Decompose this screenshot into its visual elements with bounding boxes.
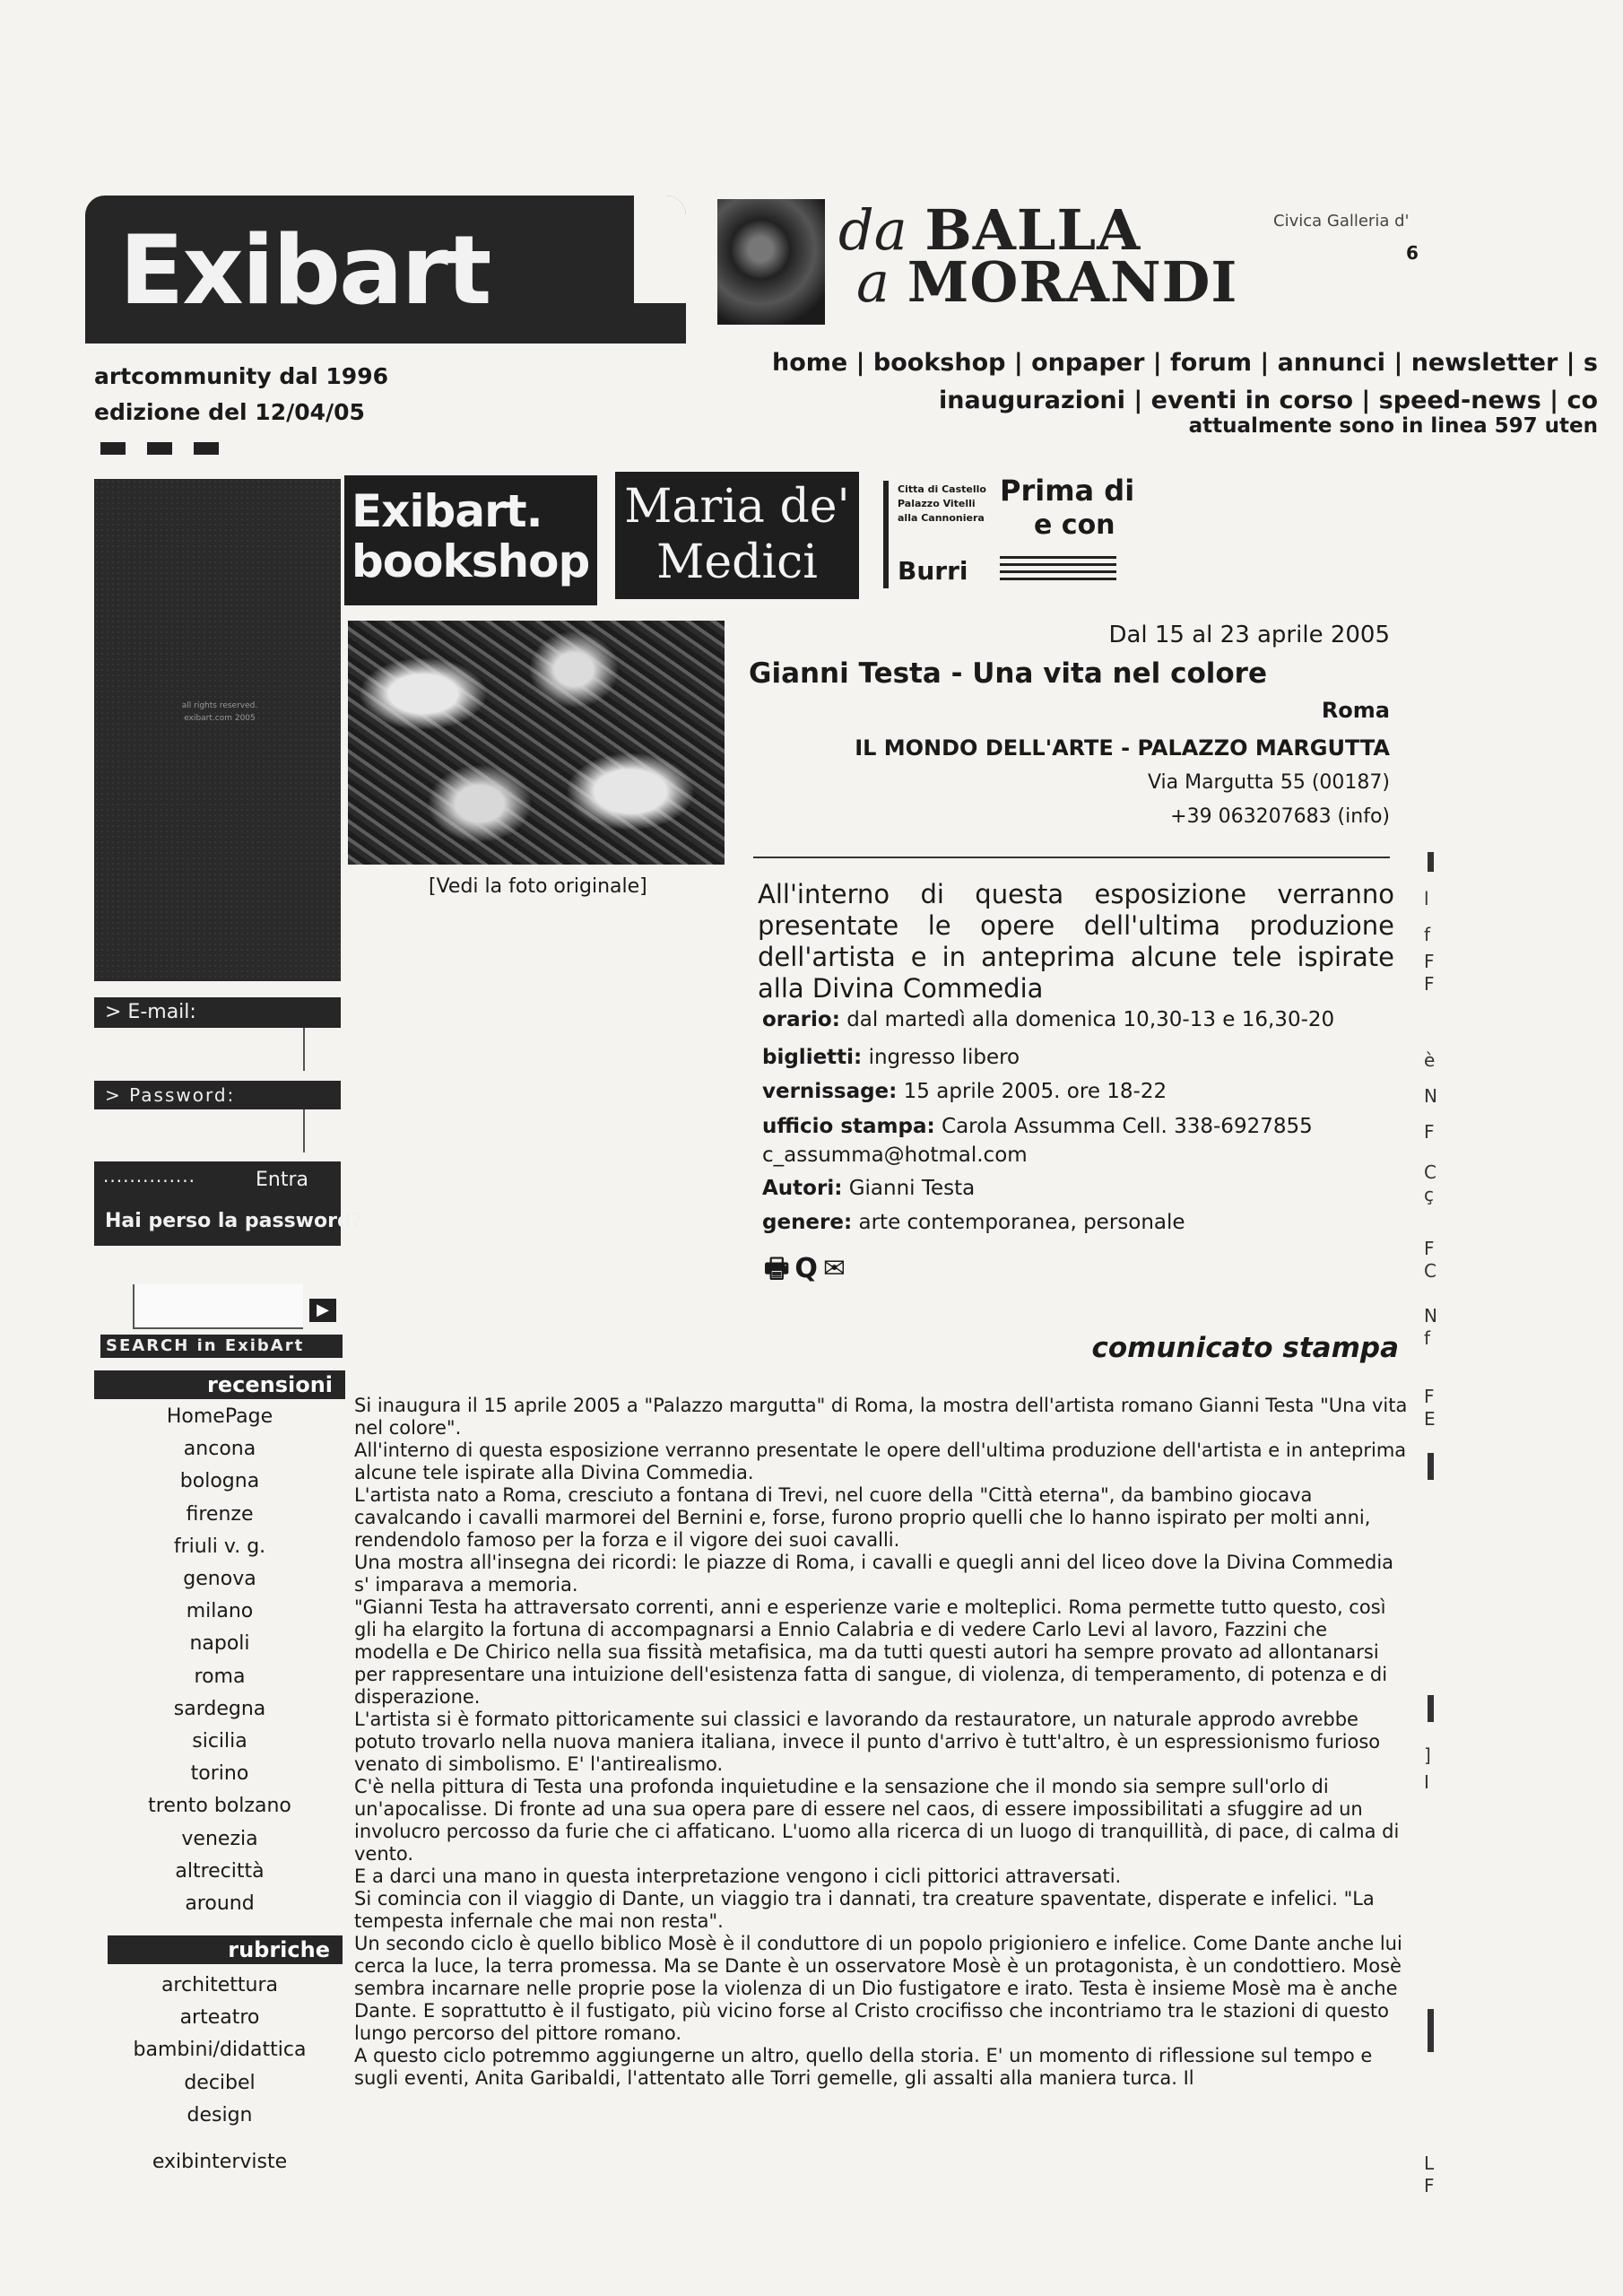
press-paragraph: A questo ciclo potremmo aggiungerne un altro, quello della storia. E' un momento di riflessione sul tempo e sugli eventi, Anita Garibaldi, l'attentato alle Torri gemelle, gli assalti alla maniera turca. Il bbox=[354, 2045, 1373, 2089]
cutoff-char: ] bbox=[1424, 1744, 1431, 1766]
comunicato-heading: comunicato stampa bbox=[1091, 1332, 1399, 1364]
sidebar-item-recensioni-6[interactable]: milano bbox=[186, 1600, 254, 1623]
sidebar-item-recensioni-1[interactable]: ancona bbox=[183, 1438, 256, 1461]
login-button[interactable]: Entra bbox=[256, 1169, 308, 1191]
cutoff-char: F bbox=[1424, 2175, 1435, 2196]
tagline-community: artcommunity dal 1996 bbox=[94, 363, 388, 389]
press-paragraph: C'è nella pittura di Testa una profonda inquietudine e la sensazione che il mondo sia sempre sull'orlo di un'apocalisse. Di fronte ad una sua opera pare di essere nel caos, di essere impossibilitati a sfuggire ad un involucro percosso da furie che ci affaticano. L'uomo alla ricerca di un luogo di tranquillità, di pace, di calma di vento. bbox=[354, 1776, 1400, 1865]
event-description: All'interno di questa esposizione verranno presentate le opere dell'ultima produzione dell'artista e in anteprima alcune tele ispirate alla Divina Commedia bbox=[758, 879, 1394, 1004]
event-title: Gianni Testa - Una vita nel colore bbox=[749, 657, 1267, 690]
original-photo-link[interactable]: [Vedi la foto originale] bbox=[429, 875, 647, 898]
press-paragraph: Una mostra all'insegna dei ricordi: le piazze di Roma, i cavalli e quegli anni del liceo dove la Divina Commedia s' imparava a memoria. bbox=[354, 1552, 1394, 1596]
logo-text: Exibart bbox=[119, 215, 490, 326]
rubriche-heading: rubriche bbox=[108, 1935, 343, 1964]
print-icon[interactable]: 🖶 bbox=[764, 1253, 790, 1284]
sidebar-item-recensioni-11[interactable]: torino bbox=[190, 1762, 249, 1786]
tagline-edition: edizione del 12/04/05 bbox=[94, 399, 365, 425]
sidebar-item-recensioni-13[interactable]: venezia bbox=[181, 1827, 258, 1850]
main-nav bbox=[628, 344, 1623, 420]
cutoff-char: è bbox=[1424, 1049, 1436, 1071]
divider bbox=[753, 857, 1390, 858]
search-icon[interactable]: Q bbox=[794, 1253, 818, 1284]
mail-mini-icon[interactable] bbox=[194, 442, 219, 455]
nav-row-1[interactable]: home | bookshop | onpaper | forum | annunci | newsletter | s bbox=[772, 349, 1598, 377]
info-genere: genere: arte contemporanea, personale bbox=[762, 1211, 1185, 1234]
tagline bbox=[94, 359, 388, 430]
sidebar-item-recensioni-9[interactable]: sardegna bbox=[173, 1697, 266, 1720]
cutoff-char: L bbox=[1424, 2152, 1435, 2174]
sidebar-item-rubriche-1[interactable]: arteatro bbox=[179, 2006, 260, 2030]
event-dates: Dal 15 al 23 aprile 2005 bbox=[1108, 622, 1390, 648]
cutoff-char: C bbox=[1424, 1161, 1436, 1183]
sidebar-link-exibinterviste[interactable]: exibinterviste bbox=[152, 2151, 288, 2173]
password-dots: ·············· bbox=[103, 1170, 196, 1192]
sidebar-item-recensioni-3[interactable]: firenze bbox=[186, 1502, 254, 1526]
sidebar-item-recensioni-10[interactable]: sicilia bbox=[192, 1730, 247, 1753]
mini-icons bbox=[100, 441, 240, 458]
search-go-icon[interactable]: ▶ bbox=[309, 1299, 336, 1322]
password-field[interactable] bbox=[94, 1109, 305, 1152]
sidebar-item-recensioni-14[interactable]: altrecittà bbox=[175, 1859, 265, 1883]
login-box bbox=[94, 1161, 363, 1246]
sidebar-item-rubriche-4[interactable]: design bbox=[187, 2103, 253, 2126]
info-orario: orario: dal martedì alla domenica 10,30-13 e 16,30-20 bbox=[762, 1008, 1335, 1031]
press-paragraph: Si comincia con il viaggio di Dante, un viaggio tra i dannati, tra creature spaventate, disperate e infelici. "La tempesta infernale che mai non resta". bbox=[354, 1888, 1375, 1932]
info-biglietti: biglietti: ingresso libero bbox=[762, 1046, 1020, 1069]
press-paragraph: E a darci una mano in questa interpretazione vengono i cicli pittorici attraversati. bbox=[354, 1866, 1122, 1887]
event-venue: IL MONDO DELL'ARTE - PALAZZO MARGUTTA bbox=[855, 735, 1390, 761]
cutoff-char: E bbox=[1424, 1408, 1436, 1430]
sidebar-item-recensioni-5[interactable]: genova bbox=[183, 1568, 256, 1591]
home-mini-icon[interactable] bbox=[100, 442, 126, 455]
gallery-note: Civica Galleria d' bbox=[1273, 212, 1410, 230]
press-paragraph: L'artista nato a Roma, cresciuto a fontana di Trevi, nel cuore della "Città eterna", da bambino giocava cavalcando i cavalli marmorei del Bernini e, forse, furono proprio quelli che lo hanno ispirato per molti anni, rendendolo famoso per la forza e il vigore dei suoi cavalli. bbox=[354, 1484, 1371, 1551]
cutoff-char: F bbox=[1424, 1121, 1435, 1143]
sidebar-item-rubriche-0[interactable]: architettura bbox=[161, 1974, 279, 1996]
event-phone: +39 063207683 (info) bbox=[1170, 805, 1390, 828]
sidebar-ad-text: all rights reserved. exibart.com 2005 bbox=[181, 701, 258, 723]
email-icon[interactable]: ✉ bbox=[822, 1253, 846, 1284]
email-label: > E-mail: bbox=[94, 997, 341, 1028]
sidebar-item-recensioni-4[interactable]: friuli v. g. bbox=[173, 1535, 266, 1558]
sidebar-item-recensioni-8[interactable]: roma bbox=[194, 1665, 246, 1688]
cutoff-char: N bbox=[1424, 1085, 1437, 1107]
cutoff-char: F bbox=[1424, 951, 1435, 972]
search-input[interactable] bbox=[133, 1284, 303, 1329]
bookshop-banner[interactable]: Exibart. bookshop bbox=[344, 475, 597, 605]
sidebar-item-recensioni-12[interactable]: trento bolzano bbox=[148, 1795, 291, 1818]
press-paragraph: All'interno di questa esposizione verranno presentate le opere dell'ultima produzione dell'artista e in anteprima alcune tele ispirate alla Divina Commedia. bbox=[354, 1439, 1407, 1483]
user-mini-icon[interactable] bbox=[147, 442, 172, 455]
recensioni-list bbox=[94, 1401, 345, 1920]
nav-row-2[interactable]: inaugurazioni | eventi in corso | speed-news | co bbox=[938, 387, 1598, 414]
cutoff-char: I bbox=[1424, 1771, 1429, 1793]
info-ufficio-stampa: ufficio stampa: Carola Assumma Cell. 338-6927855 c_assumma@hotmal.com bbox=[762, 1112, 1313, 1170]
cutoff-char: f bbox=[1424, 924, 1431, 945]
password-label: > Password: bbox=[94, 1081, 341, 1109]
gallery-number: 6 bbox=[1406, 242, 1419, 264]
press-paragraph: Un secondo ciclo è quello biblico Mosè è il conduttore di un popolo prigioniero e infelice. Come Dante anche lui cerca la luce, la terra promessa. Ma se Dante è un osservatore Mosè è un protagonista, è un condottiero. Mosè sembra incarnare nelle proprie pose la violenza di un Dio fustigatore e irato. Testa è insieme Mosè ma è anche Dante. E soprattutto è il fustigato, più vicino forse al Cristo crocifisso che incontriamo tra le stazioni di questo lungo percorso del pittore romano. bbox=[354, 1933, 1402, 2044]
banner-title[interactable]: da BALLA a MORANDI bbox=[838, 197, 1238, 315]
event-artwork-image[interactable] bbox=[348, 621, 725, 865]
online-users: attualmente sono in linea 597 uten bbox=[1188, 414, 1598, 438]
info-vernissage: vernissage: 15 aprile 2005. ore 18-22 bbox=[762, 1080, 1167, 1103]
sidebar-item-recensioni-0[interactable]: HomePage bbox=[166, 1405, 273, 1428]
email-field[interactable] bbox=[94, 1028, 305, 1071]
exibart-logo[interactable] bbox=[85, 196, 686, 344]
sidebar-item-recensioni-2[interactable]: bologna bbox=[179, 1470, 260, 1493]
cutoff-char: F bbox=[1424, 1238, 1435, 1259]
cutoff-char: N bbox=[1424, 1305, 1437, 1326]
sidebar-item-rubriche-3[interactable]: decibel bbox=[184, 2071, 256, 2094]
cutoff-char: F bbox=[1424, 1386, 1435, 1407]
sidebar-ad[interactable] bbox=[94, 479, 341, 981]
sidebar-item-recensioni-15[interactable]: around bbox=[185, 1892, 255, 1916]
info-autori: Autori: Gianni Testa bbox=[762, 1177, 976, 1200]
press-release-text bbox=[354, 1395, 1408, 2090]
cutoff-char: C bbox=[1424, 1260, 1436, 1282]
event-address: Via Margutta 55 (00187) bbox=[1147, 771, 1390, 794]
cutoff-char: f bbox=[1424, 1327, 1431, 1349]
cutoff-char: ç bbox=[1424, 1184, 1434, 1205]
sidebar-item-recensioni-7[interactable]: napoli bbox=[189, 1632, 250, 1656]
search-label: SEARCH in ExibArt bbox=[100, 1335, 343, 1358]
cutoff-char: F bbox=[1424, 973, 1435, 995]
rubriche-list bbox=[94, 1970, 345, 2132]
press-paragraph: Si inaugura il 15 aprile 2005 a "Palazzo margutta" di Roma, la mostra dell'artista romano Gianni Testa "Una vita nel colore". bbox=[354, 1395, 1408, 1439]
sidebar-item-rubriche-2[interactable]: bambini/didattica bbox=[133, 2039, 307, 2062]
burri-banner[interactable]: Citta di Castello Palazzo Vitelli alla Cannoniera Prima di e con Burri bbox=[883, 474, 1125, 590]
banner-artwork-image[interactable] bbox=[717, 199, 825, 325]
press-paragraph: L'artista si è formato pittoricamente sui classici e lavorando da restauratore, un naturale approdo avrebbe potuto trovarlo nella nuova maniera italiana, invece il punto d'arrivo è tutt'altro, è un espressionismo furioso venato di simbolismo. E' l'antirealismo. bbox=[354, 1709, 1381, 1775]
event-city: Roma bbox=[1321, 698, 1390, 723]
recensioni-heading: recensioni bbox=[94, 1370, 345, 1399]
cutoff-char: l bbox=[1424, 888, 1429, 909]
tool-icons bbox=[764, 1248, 851, 1294]
lost-password-link[interactable]: Hai perso la password? bbox=[105, 1210, 363, 1232]
press-email[interactable]: c_assumma@hotmal.com bbox=[762, 1144, 1028, 1167]
maria-de-medici-banner[interactable]: Maria de' Medici bbox=[615, 472, 859, 599]
press-paragraph: "Gianni Testa ha attraversato correnti, anni e esperienze varie e molteplici. Roma permette tutto questo, così gli ha elargito la fortuna di accompagnarsi a Ennio Calabria e di vedere Carlo Levi al lavoro, Fazzini che modella e De Chirico nella sua fissità metafisica, ma da tutti questi autori ha sempre provato ad allontanarsi per rappresentare una intuizione dell'esistenza fatta di sangue, di violenza, di temperamento, di potenza e di disperazione. bbox=[354, 1596, 1388, 1708]
